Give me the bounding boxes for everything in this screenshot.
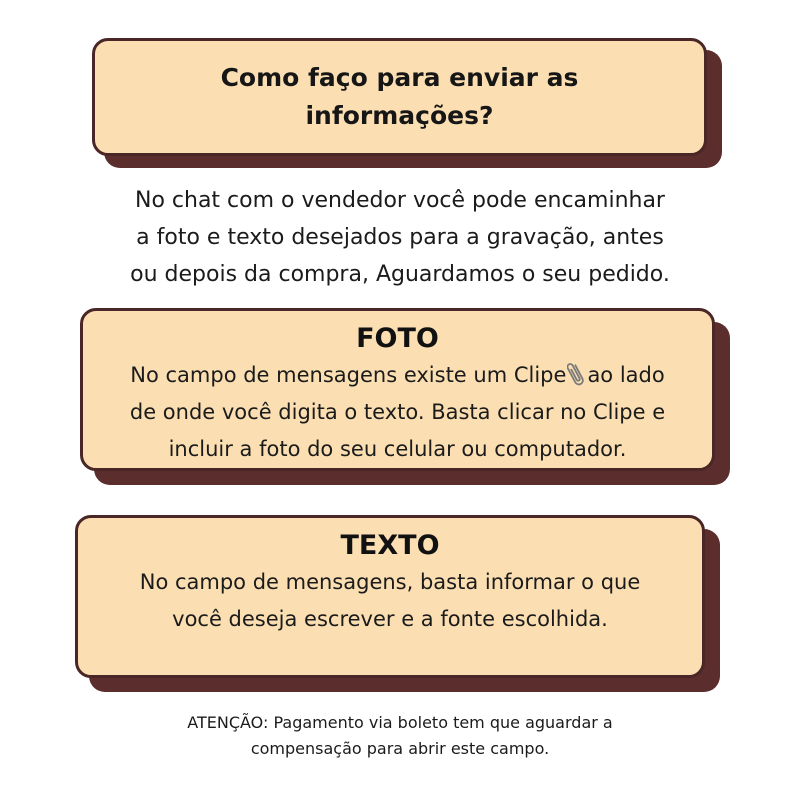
question-title-line-1: Como faço para enviar as bbox=[220, 63, 579, 92]
question-title bbox=[221, 59, 579, 135]
foto-title: FOTO bbox=[356, 323, 439, 354]
foto-line-2: de onde você digita o texto. Basta clicar no Clipe e bbox=[129, 400, 666, 424]
question-title-line-2: informações? bbox=[305, 101, 494, 130]
texto-body bbox=[78, 564, 702, 638]
question-card bbox=[92, 38, 722, 168]
foto-line-1-start: No campo de mensagens existe um Clipe bbox=[130, 363, 567, 387]
texto-card bbox=[75, 515, 720, 692]
foto-line-1-end: ao lado bbox=[587, 363, 665, 387]
texto-line-2: você deseja escrever e a fonte escolhida. bbox=[172, 607, 608, 631]
attention-line-1: ATENÇÃO: Pagamento via boleto tem que aguardar a bbox=[187, 713, 613, 732]
foto-body bbox=[83, 357, 712, 468]
foto-card bbox=[80, 308, 730, 485]
texto-card-box bbox=[75, 515, 705, 678]
question-card-box bbox=[92, 38, 707, 156]
foto-line-1 bbox=[83, 357, 712, 394]
intro-line-3: ou depois da compra, Aguardamos o seu pedido. bbox=[130, 262, 670, 287]
attention-line-2: compensação para abrir este campo. bbox=[250, 739, 550, 758]
intro-line-1: No chat com o vendedor você pode encaminhar bbox=[135, 188, 665, 213]
intro-paragraph bbox=[50, 182, 750, 293]
texto-line-1: No campo de mensagens, basta informar o que bbox=[139, 570, 641, 594]
texto-title: TEXTO bbox=[340, 530, 440, 561]
foto-card-box bbox=[80, 308, 715, 471]
paperclip-icon bbox=[567, 359, 585, 389]
attention-note bbox=[60, 710, 740, 762]
intro-line-2: a foto e texto desejados para a gravação, antes bbox=[136, 225, 664, 250]
foto-line-3: incluir a foto do seu celular ou computador. bbox=[168, 437, 627, 461]
